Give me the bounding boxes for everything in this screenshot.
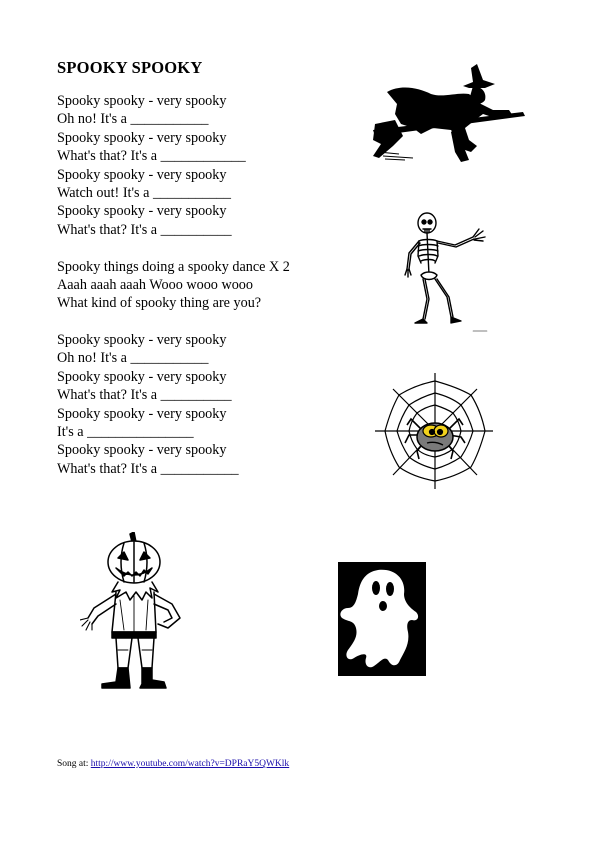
- song-source-label: Song at:: [57, 759, 91, 769]
- chorus-line: Aaah aaah aaah Wooo wooo wooo: [57, 276, 253, 293]
- lyric-line: Spooky spooky - very spooky: [57, 129, 227, 146]
- lyric-line: Spooky spooky - very spooky: [57, 203, 227, 220]
- lyric-line: What's that? It's a __________: [57, 387, 232, 404]
- lyric-line: What's that? It's a ___________: [57, 460, 239, 477]
- lyric-line: Oh no! It's a ___________: [57, 350, 209, 367]
- chorus-line: What kind of spooky thing are you?: [57, 295, 262, 312]
- skeleton-icon: [403, 211, 495, 335]
- pumpkin-scarecrow-icon: [80, 532, 192, 690]
- spider-web-icon: [373, 371, 497, 491]
- lyrics-block: [57, 92, 290, 478]
- lyric-line: Oh no! It's a ___________: [57, 111, 209, 128]
- chorus-line: Spooky things doing a spooky dance X 2: [57, 258, 290, 275]
- stanza-gap: [57, 313, 290, 331]
- stanza-gap: [57, 239, 290, 257]
- song-source: [57, 759, 289, 769]
- lyric-line: Watch out! It's a ___________: [57, 184, 231, 201]
- ghost-icon: [338, 562, 426, 676]
- lyric-line: Spooky spooky - very spooky: [57, 442, 227, 459]
- lyric-line: What's that? It's a ____________: [57, 148, 246, 165]
- lyric-line: Spooky spooky - very spooky: [57, 368, 227, 385]
- lyric-line: It's a _______________: [57, 424, 194, 441]
- lyric-line: Spooky spooky - very spooky: [57, 332, 227, 349]
- lyric-line: Spooky spooky - very spooky: [57, 166, 227, 183]
- song-title: SPOOKY SPOOKY: [57, 58, 203, 77]
- lyric-line: What's that? It's a __________: [57, 221, 232, 238]
- lyric-line: Spooky spooky - very spooky: [57, 405, 227, 422]
- witch-icon: [373, 64, 529, 162]
- lyric-line: Spooky spooky - very spooky: [57, 93, 227, 109]
- song-link[interactable]: http://www.youtube.com/watch?v=DPRaY5QWKlk: [90, 759, 290, 769]
